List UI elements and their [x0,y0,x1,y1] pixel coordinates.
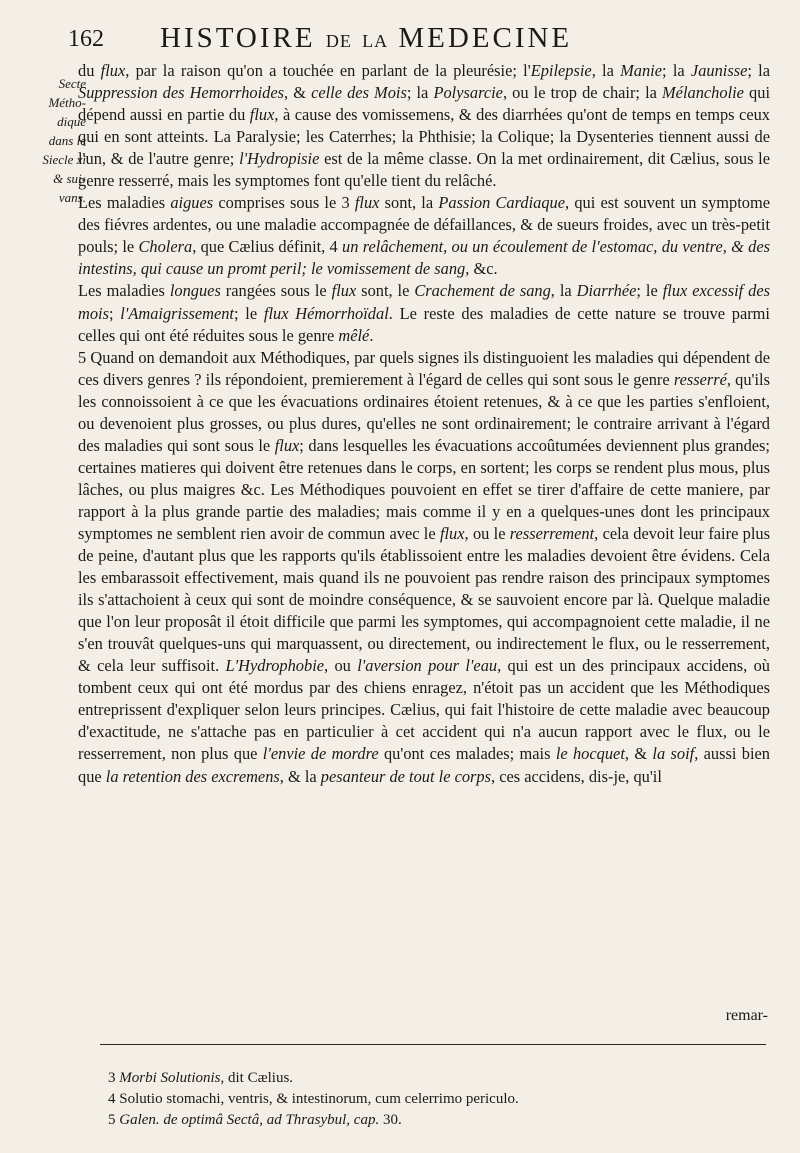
text-run: , cela devoit leur faire plus de peine, d'autant plus que les rapports qu'ils établissoient entre les maladies devoient être évidens. Cela les embarassoit effectivement, mais quand ils ne pouvoient pas rendre raison des principaux symptomes ils s'attachoient à ceux qui sont de moindre conséquence, & se sauvoient encore par là. Quelque maladie que l'on leur proposât il étoit difficile que parmi les symptomes, qui accompagnoient cette maladie, il ne s'en trouvât quelques-uns qui marquassent, ou directement, ou indirectement le flux, ou le resserrement, & cela leur suffisoit. [78,523,770,676]
italic-run: flux [100,61,126,80]
text-run: sont, la [379,193,439,213]
footnote [108,1110,748,1131]
text-run: . Le reste des maladies de cette nature se trouve parmi celles qui ont été réduites sous le genre [78,303,770,345]
italic-run: Manie [620,61,663,80]
italic-run: Suppression des Hemorrhoides [78,83,284,103]
paragraph [78,280,770,346]
text-run: , & la [279,766,321,786]
italic-run: Crachement de sang [414,281,551,301]
running-title-la: LA [362,31,389,51]
text-run: 5 Quand on demandoit aux Méthodiques, par quels signes ils distinguoient les maladies qui dépendent de ces divers genres ? ils répondoient, premierement à l'égard de celles qui sont sous le genre [78,347,770,389]
main-text [78,60,770,788]
italic-run: le hocquet [555,744,625,764]
text-run: , dit Cælius. [220,1070,294,1086]
italic-run: resserré [673,369,727,389]
text-run: Les maladies [78,193,171,213]
italic-run: flux Hémorrhoïdal [263,303,389,323]
paragraph [78,192,770,280]
paragraph [78,347,770,788]
text-run: ; la [662,61,691,80]
text-run: , qu'ils les connoissoient à ce que les évacuations ordinaires étoient retenues, & à ce que les parties s'enfloient, ou devenoient plus grosses, ou plus dures, qu'elles ne sont ordinairement; le contraire arrivant à l'égard des maladies qui sont sous le [78,369,770,455]
text-run: rangées sous le [220,281,332,301]
italic-run: pesanteur de tout le corps [320,766,492,786]
text-run: sont, le [356,281,415,301]
footnote-rule [100,1044,766,1045]
italic-run: flux [354,193,380,213]
italic-run: celle des Mois [311,83,407,103]
text-run: 4 Solutio stomachi, ventris, & intestinorum, cum celerrimo periculo. [108,1091,519,1107]
italic-run: Jaunisse [690,61,748,80]
text-run: , ou le trop de chair; la [502,83,663,103]
running-title-medecine: MEDECINE [398,22,573,54]
text-run: Les maladies [78,281,170,301]
italic-run: longues [169,281,221,301]
text-run: , par la raison qu'on a touchée en parlant de la pleurésie; l' [125,61,531,80]
text-run: 5 [108,1112,120,1128]
text-run: , qui est un des principaux accidens, où tombent ceux qui ont été mordus par des chiens enragez, n'étoit pas un accident que les Méthodiques entreprissent d'expliquer selon leurs principes. Cælius, qui fait l'histoire de cette maladie avec beaucoup d'exactitude, ne s'attache pas en particulier à cet accident qui n'a aucun rapport avec le flux, ou le resserrement, non plus que [78,656,770,764]
text-run: 30. [379,1112,402,1128]
margin-note-line: vans. [58,190,86,205]
footnotes [108,1068,748,1131]
italic-run: Diarrhée [576,281,637,301]
text-run: ; dans lesquelles les évacuations accoûtumées deviennent plus grandes; certaines matieres qui doivent être retenues dans le corps, en sortent; les corps se rendent plus mous, plus lâches, ou plus maigres &c. Les Méthodiques pouvoient en effet se tirer d'affaire de cette maniere, par rapport à la plus grande partie des maladies; mais comme il y en a quelques-unes dont les principaux symptomes ne semblent rien avoir de commun avec le [78,435,770,543]
italic-run: flux excessif des mois [78,281,771,323]
italic-run: Cholera [138,237,193,257]
italic-run: flux [331,281,357,301]
margin-note-line: Secte [58,76,86,91]
text-run: ; [108,303,121,323]
italic-run: la soif [652,744,695,764]
text-run: qui dépend aussi en partie du [78,83,771,125]
running-title [160,22,760,55]
italic-run: mêlé [338,325,370,345]
text-run: , la [591,61,621,80]
text-run: , qui est souvent un symptome des fiévres ardentes, ou une maladie accompagnée de défaillances, & de sueurs froides, avec un très-petit pouls; le [78,193,770,257]
text-run: , ou le [464,523,510,543]
italic-run: un relâchement, ou un écoulement de l'estomac, du ventre, & des intestins, qui cause un promt peril; le vomissement de sang [78,237,770,279]
text-run: , & [624,744,653,764]
text-run: qu'ont ces malades; mais [378,744,556,764]
text-run: . [369,325,374,345]
text-run: , à cause des vomissemens, & des diarrhées qu'ont de temps en temps ceux qui en sont atteints. La Paralysie; les Caterrhes; la Phthisie; la Colique; la Dysenteries tiennent aussi de l'un, & de l'autre genre; [78,105,770,169]
italic-run: l'aversion pour l'eau [357,656,498,676]
italic-run: Epilepsie [530,61,592,80]
italic-run: flux [439,523,465,543]
italic-run: l'Amaigrissement [120,303,234,323]
page-number: 162 [68,26,104,52]
running-title-de: DE [325,31,352,51]
italic-run: flux [249,105,275,125]
text-run: est de la même classe. On la met ordinairement, dit Cælius, sous le genre resserré, mais les symptomes font qu'elle tient du relâché. [78,149,771,191]
italic-run: Galen. de optimâ Sectâ, ad Thrasybul, cap. [119,1112,380,1128]
text-run: comprises sous le 3 [213,193,355,213]
text-run: , ces accidens, dis-je, qu'il [491,766,662,786]
text-run: , aussi bien que [78,744,770,786]
text-run: ; le [636,281,663,301]
italic-run: l'Hydropisie [239,149,320,169]
margin-note-line: dans le [48,133,86,148]
italic-run: la retention des excremens [105,766,280,786]
margin-note-line: dique [57,114,86,129]
text-run: ; la [406,83,434,103]
text-run: , & [284,83,312,103]
running-head [60,22,760,62]
catchword: remar- [725,1007,768,1024]
italic-run: flux [274,435,300,455]
footnote [108,1068,748,1089]
text-run: ; le [233,303,264,323]
italic-run: Mélancholie [662,83,744,103]
text-run: , ou [324,656,358,676]
italic-run: Morbi Solutionis [119,1070,221,1086]
text-run: ; la [747,61,771,80]
italic-run: resserrement [509,523,595,543]
margin-note-line: Métho- [48,95,86,110]
text-run: 3 [108,1070,120,1086]
text-run: , que Cælius définit, 4 [192,237,343,257]
margin-note-line: & sui- [53,171,86,186]
italic-run: aigues [170,193,214,213]
margin-note [26,74,86,207]
text-run: , la [550,281,577,301]
italic-run: l'envie de mordre [262,744,379,764]
text-run: , &c. [465,259,498,279]
text-run: du [78,61,101,80]
margin-note-line: Siecle xi [42,152,86,167]
running-title-histoire: HISTOIRE [160,22,316,54]
footnote [108,1089,748,1110]
paragraph [78,60,770,192]
italic-run: Polysarcie [433,83,503,103]
italic-run: L'Hydrophobie [225,656,325,676]
italic-run: Passion Cardiaque [438,193,565,213]
